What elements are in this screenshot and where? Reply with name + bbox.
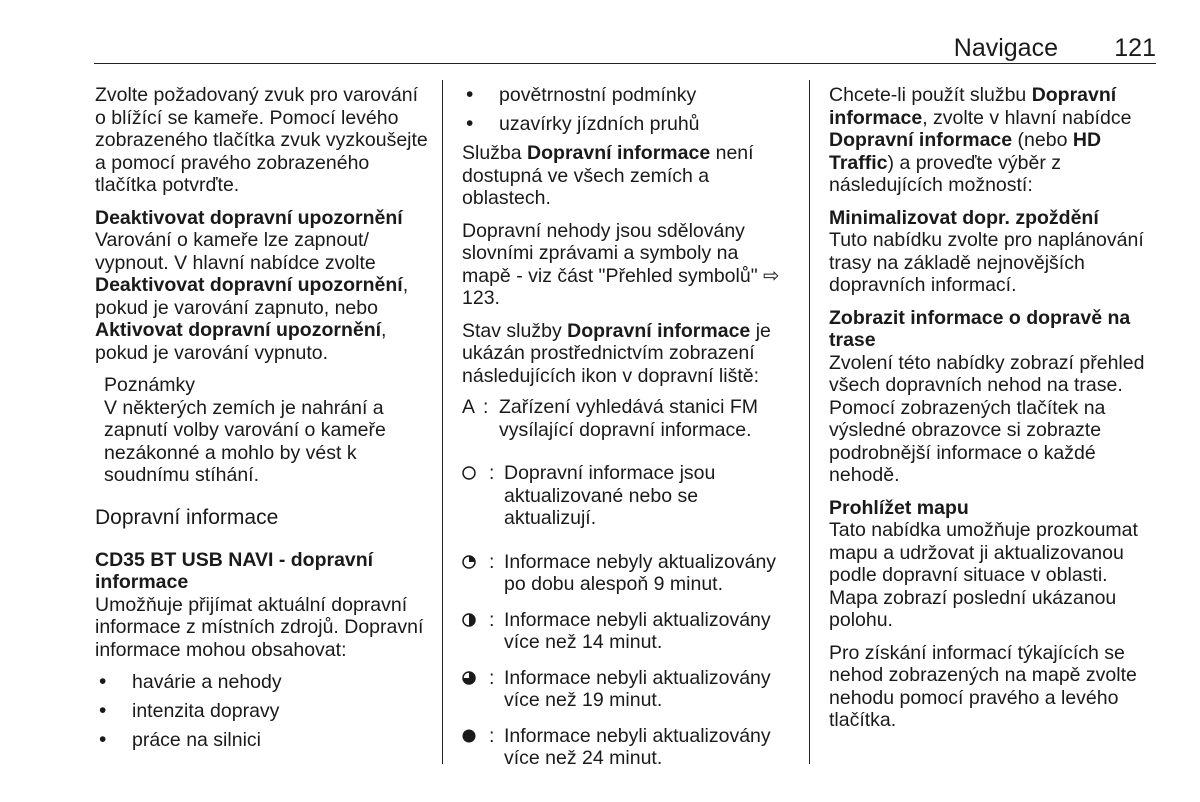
- text-run: Služba: [462, 142, 528, 164]
- menu-term: HD Traffic: [829, 129, 1102, 174]
- colon: :: [489, 724, 495, 747]
- paragraph-sound: Zvolte požadovaný zvuk pro varování o blížící se kameře. Pomocí levého zobrazeného tlačítka zvuk vyzkoušejte a pomocí pravého zobrazeného tlačítka potvrďte.: [95, 84, 428, 196]
- option-heading: Zobrazit informace o dopravě na trase: [829, 306, 1131, 351]
- option-heading: Prohlížet mapu: [829, 496, 969, 519]
- text-run: Varování o kameře lze zapnout/ vypnout. V hlavní nabídce zvolte: [95, 229, 376, 274]
- note-box: [95, 374, 430, 487]
- status-text: Dopravní informace jsou aktualizované nebo se aktualizují.: [504, 462, 716, 529]
- menu-term: Dopravní informace: [829, 84, 1117, 129]
- option-text: Tato nabídka umožňuje prozkoumat mapu a udržovat ji aktualizovanou podle dopravní situace v oblasti. Mapa zobrazí poslední ukázanou polohu.: [829, 519, 1138, 631]
- paragraph-status: [462, 320, 792, 388]
- text-run: (nebo: [1012, 129, 1073, 151]
- option-text: Tuto nabídku zvolte pro naplánování trasy na základě nejnovějších dopravních informací.: [829, 229, 1144, 296]
- status-row-three-quarter: [462, 667, 792, 712]
- text-run: není dostupná ve všech zemích a oblastech.: [462, 142, 754, 209]
- note-text: V některých zemích je nahrání a zapnutí volby varování o kameře nezákonné a mohlo by vést k soudnímu stíhání.: [104, 396, 386, 486]
- text-run: Stav služby: [462, 319, 568, 342]
- status-row-empty: [462, 462, 792, 530]
- circle-half-icon: [462, 609, 484, 632]
- deactivate-heading: Deaktivovat dopravní upozornění: [95, 206, 403, 229]
- status-row-a: [462, 396, 792, 441]
- list-item: • havárie a nehody: [95, 671, 430, 694]
- colon: :: [489, 666, 495, 689]
- list-item: • uzavírky jízdních pruhů: [462, 113, 792, 136]
- option-show-on-route: [829, 307, 1154, 487]
- column-1: [95, 84, 430, 758]
- option-minimize: [829, 207, 1154, 297]
- paragraph-intro: Umožňuje přijímat aktuální dopravní informace z místních zdrojů. Dopravní informace mohou obsahovat:: [95, 593, 424, 661]
- colon: :: [489, 550, 495, 573]
- letter-a-icon: A: [462, 396, 476, 418]
- subsection-heading: CD35 BT USB NAVI - dopravní informace: [95, 548, 374, 593]
- status-row-half: [462, 609, 792, 654]
- status-text: Informace nebyli aktualizovány více než 19 minut.: [504, 666, 771, 711]
- status-text: Informace nebyly aktualizovány po dobu alespoň 9 minut.: [504, 550, 777, 595]
- note-title: Poznámky: [104, 374, 196, 396]
- paragraph-use-service: [829, 84, 1154, 197]
- menu-term: Dopravní informace: [829, 129, 1013, 151]
- circle-three-quarter-icon: [462, 667, 484, 690]
- paragraph-availability: [462, 142, 792, 210]
- status-row-full: [462, 725, 792, 770]
- circle-full-icon: [462, 725, 484, 748]
- status-row-quarter: [462, 551, 792, 596]
- column-divider-2: [809, 80, 810, 764]
- text-run: Chcete-li použít službu: [829, 84, 1032, 106]
- circle-empty-icon: [462, 462, 484, 485]
- menu-term: Dopravní informace: [567, 319, 751, 342]
- status-text: Informace nebyli aktualizovány více než 14 minut.: [504, 608, 771, 653]
- column-divider-1: [442, 80, 443, 764]
- text-run: , pokud je varování zapnuto, nebo: [95, 274, 409, 319]
- paragraph-symbols: Dopravní nehody jsou sdělovány slovními zprávami a symboly na mapě - viz část "Přehled symbolů" ⇨ 123.: [462, 219, 780, 309]
- menu-term: Aktivovat dopravní upozornění: [95, 319, 382, 341]
- header-rule: [94, 63, 1156, 64]
- status-text: Zařízení vyhledává stanici FM vysílající dopravní informace.: [499, 396, 759, 441]
- paragraph-select-incident: Pro získání informací týkajících se nehod zobrazených na mapě zvolte nehodu pomocí pravého a levého tlačítka.: [829, 641, 1137, 731]
- section-title: Navigace: [953, 34, 1058, 62]
- column-2: [462, 84, 792, 770]
- colon: :: [483, 396, 489, 418]
- text-run: ) a proveďte výběr z následujících možností:: [829, 151, 1062, 196]
- text-run: , pokud je varování vypnuto.: [95, 319, 387, 364]
- text-run: , zvolte v hlavní nabídce: [922, 106, 1132, 129]
- section-heading: Dopravní informace: [95, 505, 279, 529]
- page-number: 121: [1114, 34, 1156, 62]
- list-item: • práce na silnici: [95, 729, 430, 752]
- colon: :: [489, 608, 495, 631]
- list-item: • povětrnostní podmínky: [462, 84, 792, 107]
- option-text: Zvolení této nabídky zobrazí přehled všech dopravních nehod na trase. Pomocí zobrazených tlačítek na výsledné obrazovce si zobrazte podrobnější informace o každé nehodě.: [829, 351, 1145, 486]
- traffic-info-list-continued: [462, 84, 792, 136]
- option-browse-map: [829, 497, 1154, 632]
- status-text: Informace nebyli aktualizovány více než 24 minut.: [504, 724, 771, 769]
- list-item: • intenzita dopravy: [95, 700, 430, 723]
- paragraph-deactivate: [95, 207, 430, 365]
- text-run: je ukázán prostřednictvím zobrazení následujících ikon v dopravní liště:: [462, 319, 771, 387]
- circle-quarter-icon: [462, 551, 484, 574]
- option-heading: Minimalizovat dopr. zpoždění: [829, 206, 1099, 229]
- column-3: [829, 84, 1154, 742]
- menu-term: Deaktivovat dopravní upozornění: [95, 274, 403, 296]
- traffic-info-list: [95, 671, 430, 752]
- colon: :: [489, 462, 495, 484]
- menu-term: Dopravní informace: [527, 142, 711, 164]
